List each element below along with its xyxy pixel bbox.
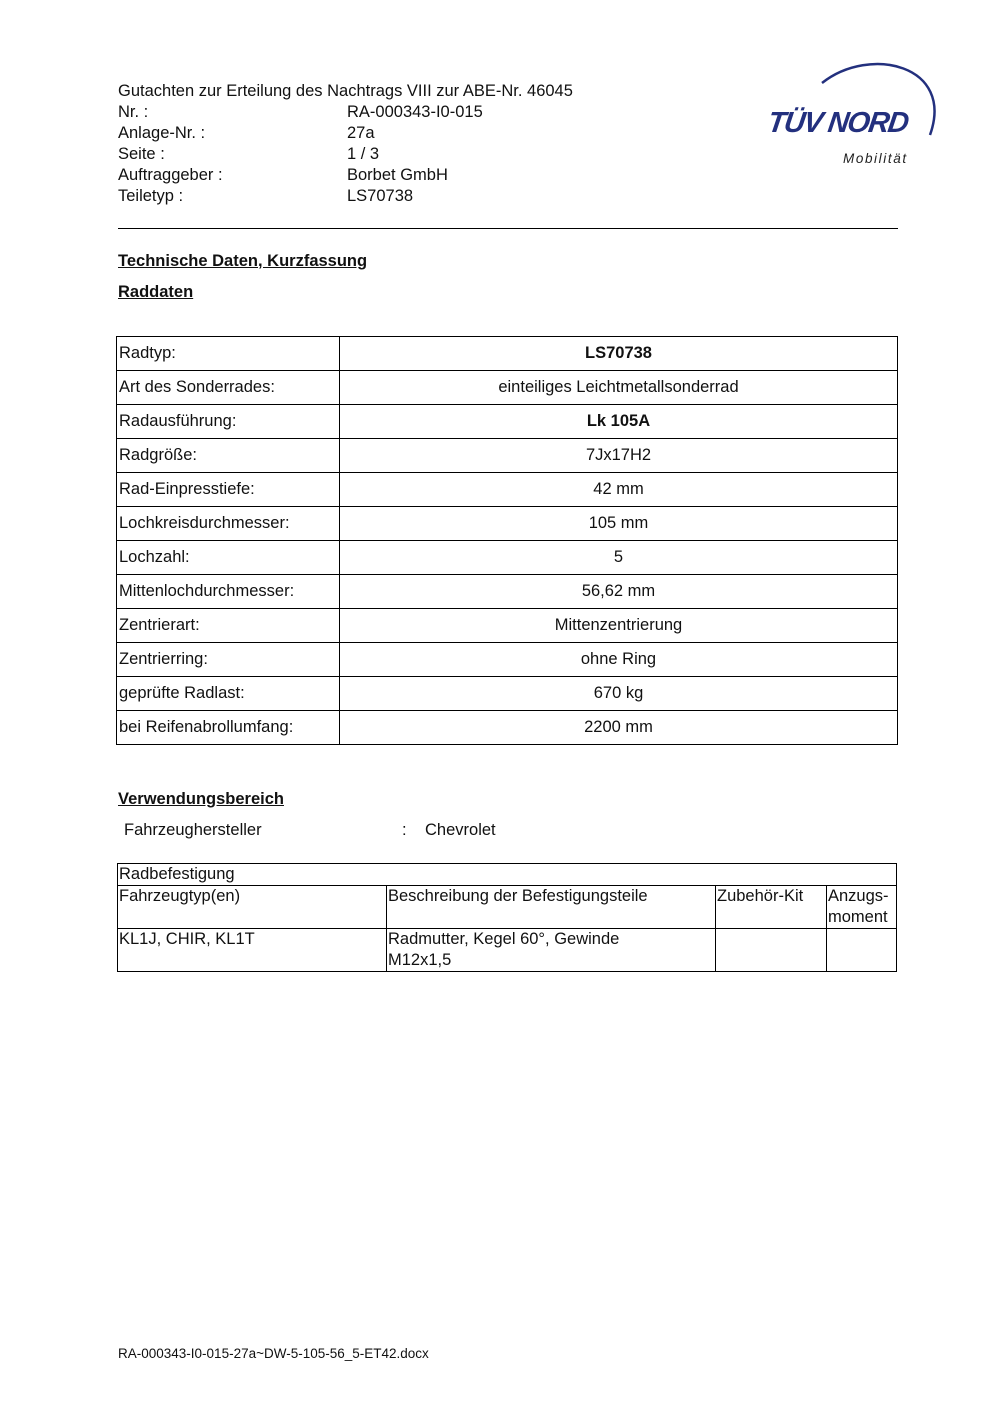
- fastener-line: M12x1,5: [388, 951, 452, 969]
- tuev-nord-logo: [760, 55, 945, 175]
- table-row: [117, 677, 898, 711]
- meta-value: 27a: [347, 124, 375, 142]
- meta-label: Seite :: [118, 145, 165, 163]
- mounting-table: [117, 863, 897, 972]
- table-row: [117, 575, 898, 609]
- table-row: [118, 929, 897, 972]
- table-header-row: [118, 886, 897, 929]
- meta-value: LS70738: [347, 187, 414, 205]
- heading-tech-data: Technische Daten, Kurzfassung: [118, 252, 368, 270]
- manufacturer-value: Chevrolet: [425, 821, 496, 839]
- wheel-param-value: Mittenzentrierung: [340, 609, 898, 643]
- header-divider: [118, 228, 898, 229]
- wheel-param-label: bei Reifenabrollumfang:: [117, 711, 340, 745]
- column-header-line: moment: [828, 908, 888, 926]
- table-row: [117, 507, 898, 541]
- table-row: [117, 609, 898, 643]
- wheel-param-value: 7Jx17H2: [340, 439, 898, 473]
- wheel-param-label: geprüfte Radlast:: [117, 677, 340, 711]
- meta-row: [118, 102, 638, 123]
- meta-value: 1 / 3: [347, 145, 380, 163]
- fastener-description: [387, 929, 716, 972]
- wheel-param-label: Radausführung:: [117, 405, 340, 439]
- meta-value: Borbet GmbH: [347, 166, 448, 184]
- table-row: [117, 337, 898, 371]
- wheel-param-value: 105 mm: [340, 507, 898, 541]
- mounting-title: Radbefestigung: [118, 864, 897, 886]
- meta-row: [118, 186, 638, 207]
- meta-value: RA-000343-I0-015: [347, 103, 483, 121]
- wheel-param-value: einteiliges Leichtmetallsonderrad: [340, 371, 898, 405]
- wheel-param-label: Mittenlochdurchmesser:: [117, 575, 340, 609]
- logo-wordmark: TÜV NORD: [765, 107, 910, 139]
- accessory-kit: [716, 929, 827, 972]
- manufacturer-colon: :: [402, 821, 407, 839]
- meta-label: Teiletyp :: [118, 187, 184, 205]
- vehicle-types: KL1J, CHIR, KL1T: [118, 929, 387, 972]
- wheel-data-table: [116, 336, 898, 745]
- wheel-param-value: LS70738: [340, 337, 898, 371]
- wheel-param-value: 670 kg: [340, 677, 898, 711]
- meta-label: Nr. :: [118, 103, 149, 121]
- heading-usage: Verwendungsbereich: [118, 790, 284, 808]
- wheel-param-label: Art des Sonderrades:: [117, 371, 340, 405]
- wheel-param-label: Lochkreisdurchmesser:: [117, 507, 340, 541]
- wheel-param-label: Radgröße:: [117, 439, 340, 473]
- wheel-param-value: ohne Ring: [340, 643, 898, 677]
- footer-filename: RA-000343-I0-015-27a~DW-5-105-56_5-ET42.docx: [118, 1346, 429, 1361]
- table-row: [117, 371, 898, 405]
- torque: [827, 929, 897, 972]
- wheel-param-value: 5: [340, 541, 898, 575]
- wheel-param-label: Lochzahl:: [117, 541, 340, 575]
- table-row: [117, 643, 898, 677]
- wheel-param-label: Zentrierring:: [117, 643, 340, 677]
- wheel-param-label: Rad-Einpresstiefe:: [117, 473, 340, 507]
- manufacturer-label: Fahrzeughersteller: [124, 821, 262, 839]
- meta-row: [118, 144, 638, 165]
- meta-label: Auftraggeber :: [118, 166, 223, 184]
- wheel-param-value: 42 mm: [340, 473, 898, 507]
- table-row: [118, 864, 897, 886]
- wheel-param-value: 56,62 mm: [340, 575, 898, 609]
- meta-row: [118, 165, 638, 186]
- meta-row: [118, 123, 638, 144]
- logo-subtitle: Mobilität: [843, 151, 908, 166]
- table-row: [117, 405, 898, 439]
- wheel-param-value: Lk 105A: [340, 405, 898, 439]
- table-row: [117, 711, 898, 745]
- header-meta: [118, 102, 638, 207]
- column-header: [827, 886, 897, 929]
- fastener-line: Radmutter, Kegel 60°, Gewinde: [388, 930, 620, 948]
- wheel-param-value: 2200 mm: [340, 711, 898, 745]
- wheel-param-label: Zentrierart:: [117, 609, 340, 643]
- column-header: Beschreibung der Befestigungsteile: [387, 886, 716, 929]
- column-header: Zubehör-Kit: [716, 886, 827, 929]
- column-header-line: Anzugs-: [828, 887, 889, 905]
- wheel-param-label: Radtyp:: [117, 337, 340, 371]
- column-header: Fahrzeugtyp(en): [118, 886, 387, 929]
- document-title: Gutachten zur Erteilung des Nachtrags VIII zur ABE-Nr. 46045: [118, 82, 573, 100]
- heading-raddaten: Raddaten: [118, 283, 194, 301]
- table-row: [117, 473, 898, 507]
- table-row: [117, 439, 898, 473]
- meta-label: Anlage-Nr. :: [118, 124, 206, 142]
- table-row: [117, 541, 898, 575]
